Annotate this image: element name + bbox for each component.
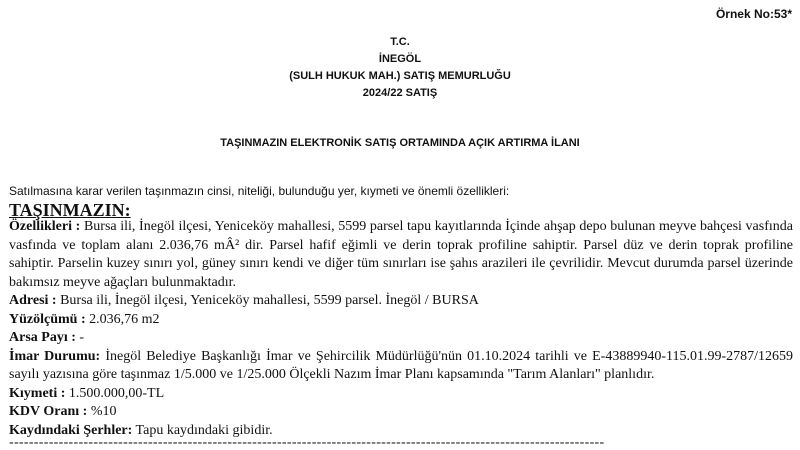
header-sale-number: 2024/22 SATIŞ [362, 87, 438, 99]
example-number: Örnek No:53* [715, 7, 792, 21]
property-details [9, 218, 793, 440]
intro-text: Satılmasına karar verilen taşınmazın cinsi, niteliği, bulunduğu yer, kıymeti ve önemli özellikleri: [9, 184, 510, 198]
field-label: Adresi : [9, 293, 57, 308]
field-label: Arsa Payı : [9, 330, 76, 345]
field-label: Yüzölçümü : [9, 311, 86, 327]
field-value: Bursa ili, İnegöl ilçesi, Yeniceköy mahallesi, 5599 parsel tapu kayıtlarında İçinde ahşap depo bulunan meyve bahçesi vasfında vasfında ve toplam alanı 2.036,76 mÂ² dir. Parsel hafif eğimli ve derin toprak profiline sahiptir. Parsel düz ve derin toprak profiline sahiptir. Parselin kuzey sınırı yol, güney sınırı kendi ve diğer tüm sınırları ise şahıs arazileri ile çevrilidir. Mevcut durumda parsel üzerinde bakımsız meyve ağaçları bulunmaktadır. [9, 219, 793, 290]
field-value: Tapu kaydındaki gibidir. [132, 422, 273, 438]
field-value: 1.500.000,00-TL [65, 385, 165, 401]
field-value: 2.036,76 m2 [85, 311, 160, 327]
field-adresi [9, 292, 793, 311]
header-tc: T.C. [390, 36, 410, 48]
field-label: Kaydındaki Şerhler: [9, 422, 133, 438]
field-value: - [75, 330, 85, 345]
field-yuzolcumu [9, 311, 793, 330]
section-title: TAŞINMAZIN: [9, 200, 131, 220]
field-kiymeti [9, 385, 793, 404]
header-office: (SULH HUKUK MAH.) SATIŞ MEMURLUĞU [289, 70, 511, 82]
separator-line: ------------------------------------------------------------------------------------------------------------------------ [9, 436, 605, 450]
field-value: %10 [87, 404, 117, 419]
announcement-title: TAŞINMAZIN ELEKTRONİK SATIŞ ORTAMINDA AÇIK ARTIRMA İLANI [220, 137, 580, 149]
field-arsa-payi [9, 329, 793, 348]
field-kdv [9, 403, 793, 422]
header-city: İNEGÖL [378, 53, 422, 65]
field-value: Bursa ili, İnegöl ilçesi, Yeniceköy mahallesi, 5599 parsel. İnegöl / BURSA [56, 293, 479, 308]
field-label: İmar Durumu: [9, 348, 101, 364]
header-block [0, 34, 800, 102]
field-label: Özellikleri : [9, 219, 81, 234]
field-value: İnegöl Belediye Başkanlığı İmar ve Şehircilik Müdürlüğü'nün 01.10.2024 tarihli ve E-43889940-115.01.99-2787/12659 sayılı yazısına göre taşınmaz 1/5.000 ve 1/25.000 Ölçekli Nazım İmar Planı kapsamında "Tarım Alanları" planlıdır. [9, 348, 794, 382]
field-ozellikleri [9, 218, 793, 292]
field-label: KDV Oranı : [9, 404, 88, 419]
field-imar [9, 348, 793, 385]
field-label: Kıymeti : [9, 385, 66, 401]
